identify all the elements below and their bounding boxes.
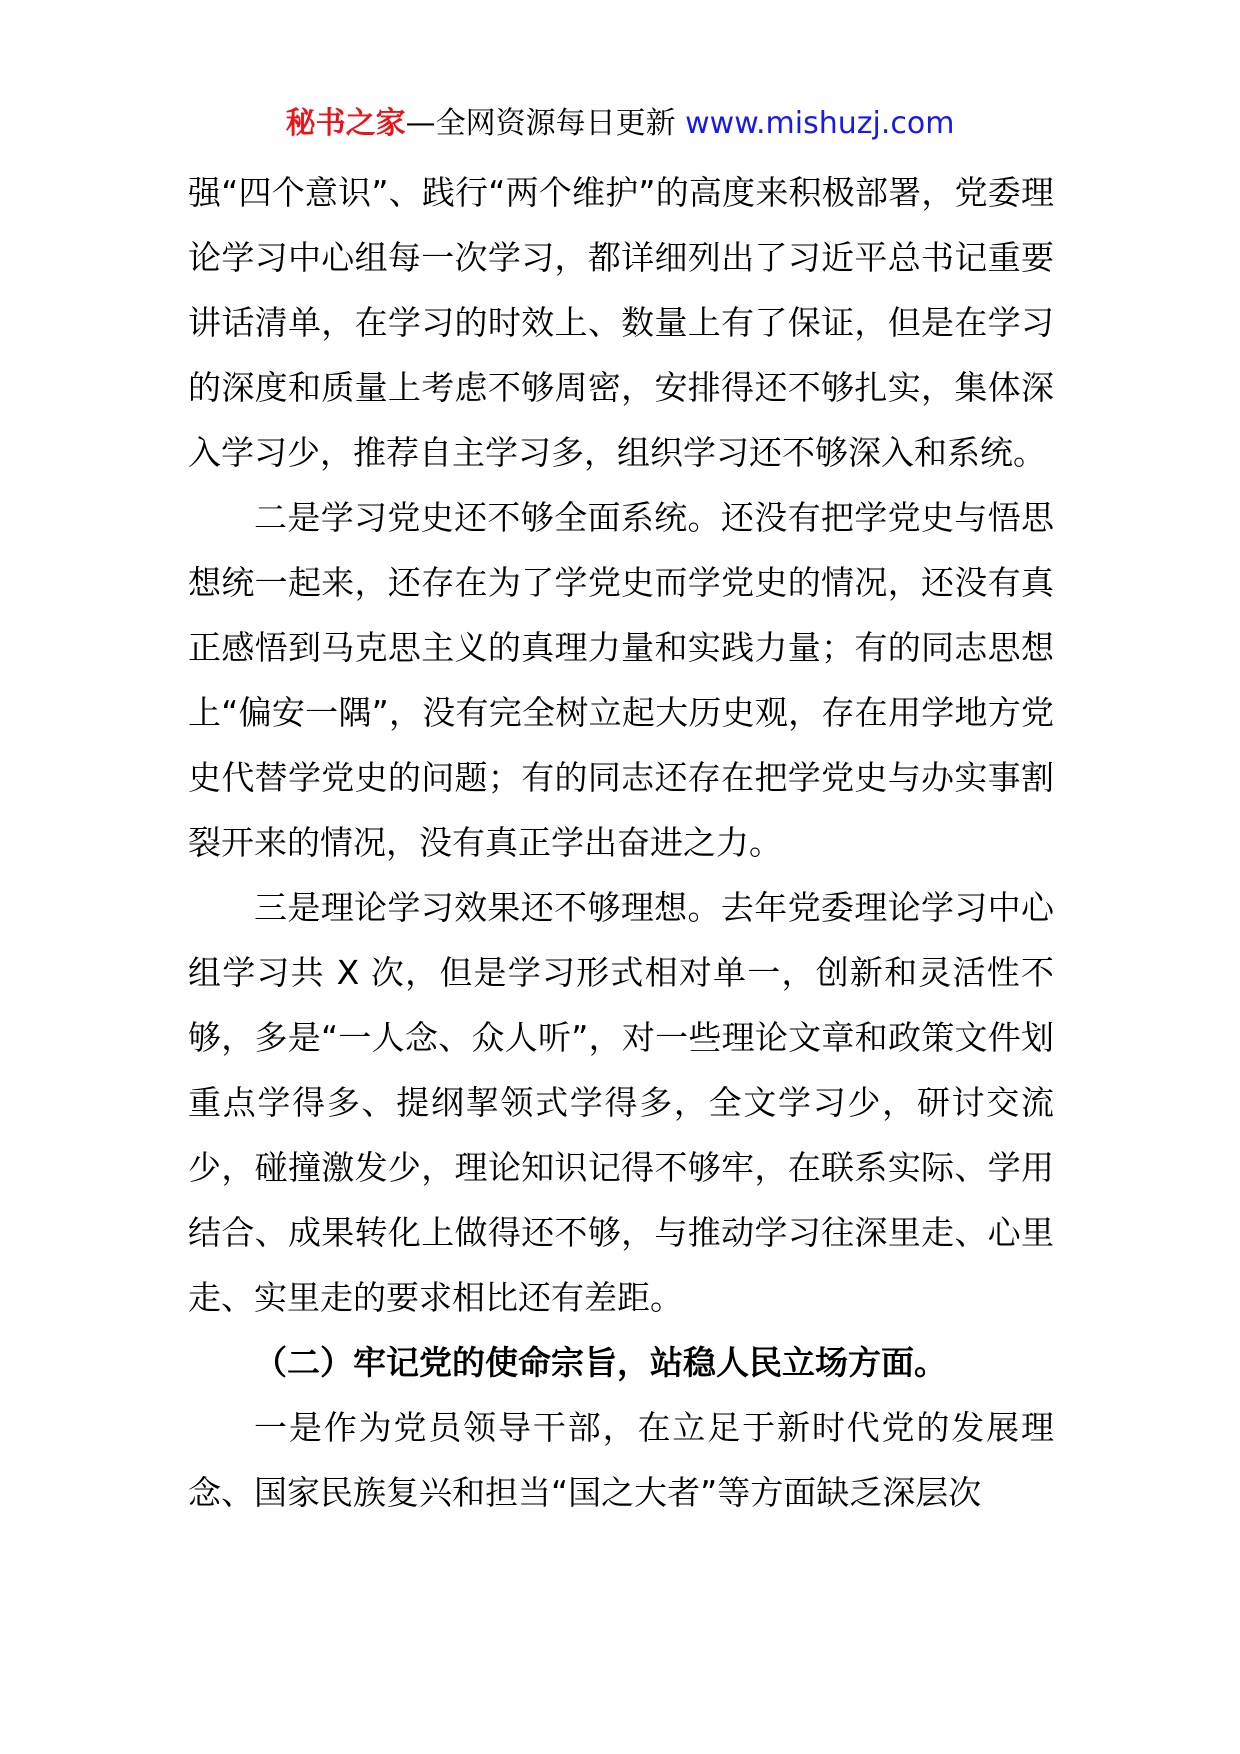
site-brand: 秘书之家 [285, 106, 406, 141]
site-tagline: —全网资源每日更新 [405, 106, 676, 141]
paragraph-party-history: 二是学习党史还不够全面系统。还没有把学党史与悟思想统一起来，还存在为了学党史而学党史的情况，还没有真正感悟到马克思主义的真理力量和实践力量；有的同志思想上“偏安一隅”，没有完全树立起大历史观，存在用学地方党史代替学党史的问题；有的同志还存在把学党史与办实事割裂开来的情况，没有真正学出奋进之力。 [188, 498, 1054, 862]
paragraph-continued: 强“四个意识”、践行“两个维护”的高度来积极部署，党委理论学习中心组每一次学习，都详细列出了习近平总书记重要讲话清单，在学习的时效上、数量上有了保证，但是在学习的深度和质量上考虑不够周密，安排得还不够扎实，集体深入学习少，推荐自主学习多，组织学习还不够深入和系统。 [188, 173, 1054, 472]
paragraph-leader-cadre: 一是作为党员领导干部，在立足于新时代党的发展理念、国家民族复兴和担当“国之大者”等方面缺乏深层次 [188, 1408, 1054, 1512]
site-header [0, 104, 1240, 144]
paragraph-study-effect: 三是理论学习效果还不够理想。去年党委理论学习中心组学习共 X 次，但是学习形式相对单一，创新和灵活性不够，多是“一人念、众人听”，对一些理论文章和政策文件划重点学得多、提纲挈领式学得多，全文学习少，研讨交流少，碰撞激发少，理论知识记得不够牢，在联系实际、学用结合、成果转化上做得还不够，与推动学习往深里走、心里走、实里走的要求相比还有差距。 [188, 888, 1054, 1317]
site-url-link[interactable]: www.mishuzj.com [685, 106, 955, 141]
document-body [188, 160, 1054, 1525]
section-heading-2: （二）牢记党的使命宗旨，站稳人民立场方面。 [254, 1343, 947, 1382]
